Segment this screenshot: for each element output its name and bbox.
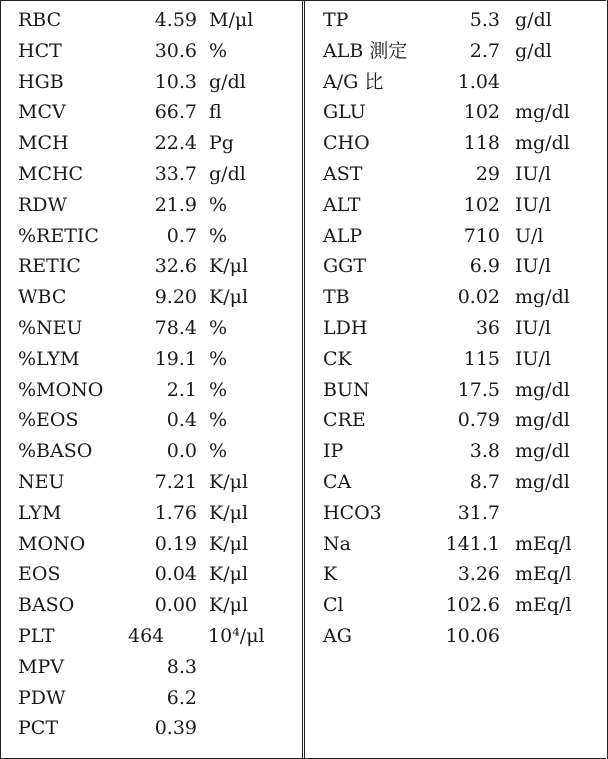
cell-value: 10.06 bbox=[445, 624, 500, 647]
table-row bbox=[305, 344, 607, 375]
cell-name: K bbox=[323, 563, 338, 586]
cell-name: WBC bbox=[18, 286, 67, 309]
cell-unit: % bbox=[209, 347, 228, 370]
cell-name: MCHC bbox=[18, 162, 84, 185]
cell-value: 115 bbox=[463, 347, 500, 370]
cell-name: HGB bbox=[18, 70, 64, 93]
table-row bbox=[0, 313, 302, 344]
cell-unit: g/dl bbox=[515, 9, 552, 31]
cell-unit: mg/dl bbox=[515, 440, 570, 463]
cell-unit: IU/l bbox=[515, 162, 551, 185]
cell-value: 0.00 bbox=[154, 594, 197, 617]
cell-unit: fl bbox=[209, 101, 222, 124]
cell-value: 3.26 bbox=[457, 563, 500, 586]
table-row bbox=[305, 313, 607, 344]
table-row bbox=[0, 159, 302, 190]
cell-name: BASO bbox=[18, 594, 75, 617]
cell-value: 710 bbox=[463, 224, 500, 247]
cell-name: %RETIC bbox=[18, 224, 99, 247]
cell-name: CRE bbox=[323, 409, 366, 432]
cell-unit: mg/dl bbox=[515, 286, 570, 309]
table-row bbox=[0, 128, 302, 159]
table-row bbox=[305, 498, 607, 529]
cell-value: 0.02 bbox=[457, 286, 500, 309]
cell-value: 33.7 bbox=[154, 162, 197, 185]
cell-value: 17.5 bbox=[457, 378, 500, 401]
cell-name: PLT bbox=[18, 624, 55, 647]
table-row bbox=[0, 375, 302, 406]
cell-unit: mg/dl bbox=[515, 409, 570, 432]
table-row bbox=[0, 467, 302, 498]
table-row bbox=[305, 590, 607, 621]
hematology-column bbox=[0, 5, 302, 744]
table-row bbox=[305, 559, 607, 590]
cell-name: %BASO bbox=[18, 440, 93, 463]
table-row bbox=[305, 5, 607, 36]
cell-name: TP bbox=[323, 9, 349, 31]
cell-unit: IU/l bbox=[515, 255, 551, 278]
table-row bbox=[305, 375, 607, 406]
table-row bbox=[0, 221, 302, 252]
cell-unit: % bbox=[209, 409, 228, 432]
cell-unit: K/μl bbox=[209, 563, 249, 586]
table-row bbox=[0, 251, 302, 282]
cell-name: LDH bbox=[323, 316, 368, 339]
table-row bbox=[305, 128, 607, 159]
cell-unit: % bbox=[209, 39, 228, 62]
cell-unit: mEq/l bbox=[515, 563, 572, 586]
cell-unit: g/dl bbox=[515, 39, 552, 62]
cell-name: HCT bbox=[18, 39, 62, 62]
cell-name: %EOS bbox=[18, 409, 79, 432]
cell-unit: % bbox=[209, 193, 228, 216]
cell-name: RDW bbox=[18, 193, 68, 216]
table-row bbox=[305, 190, 607, 221]
cell-value: 32.6 bbox=[154, 255, 197, 278]
table-row bbox=[0, 621, 302, 652]
table-row bbox=[305, 436, 607, 467]
cell-value: 102 bbox=[463, 101, 500, 124]
cell-name: ALB 測定 bbox=[323, 39, 408, 62]
cell-name: LYM bbox=[18, 501, 62, 524]
cell-unit: % bbox=[209, 378, 228, 401]
cell-name: ALT bbox=[323, 193, 361, 216]
table-row bbox=[0, 67, 302, 98]
cell-name: GGT bbox=[323, 255, 367, 278]
cell-unit: K/μl bbox=[209, 255, 249, 278]
table-row bbox=[0, 713, 302, 744]
cell-name: GLU bbox=[323, 101, 366, 124]
cell-unit: IU/l bbox=[515, 193, 551, 216]
cell-unit: % bbox=[209, 224, 228, 247]
cell-name: IP bbox=[323, 440, 344, 463]
cell-value: 0.79 bbox=[457, 409, 500, 432]
table-row bbox=[0, 652, 302, 683]
cell-unit: % bbox=[209, 316, 228, 339]
cell-value: 7.21 bbox=[154, 470, 197, 493]
table-row bbox=[305, 36, 607, 67]
table-row bbox=[305, 467, 607, 498]
cell-name: PDW bbox=[18, 686, 66, 709]
cell-unit: g/dl bbox=[209, 70, 246, 93]
cell-value: 118 bbox=[463, 132, 500, 155]
cell-value: 6.9 bbox=[469, 255, 500, 278]
cell-value: 4.59 bbox=[154, 9, 197, 31]
cell-unit: K/μl bbox=[209, 532, 249, 555]
cell-name: %LYM bbox=[18, 347, 80, 370]
cell-value: 0.19 bbox=[154, 532, 197, 555]
cell-name: Cl bbox=[323, 594, 344, 617]
cell-unit: K/μl bbox=[209, 470, 249, 493]
cell-unit: M/μl bbox=[209, 9, 254, 31]
cell-unit: K/μl bbox=[209, 501, 249, 524]
cell-unit: K/μl bbox=[209, 594, 249, 617]
cell-value: 0.0 bbox=[166, 440, 197, 463]
cell-name: Na bbox=[323, 532, 351, 555]
table-row bbox=[0, 529, 302, 560]
cell-unit: mg/dl bbox=[515, 378, 570, 401]
cell-unit: Pg bbox=[209, 132, 234, 155]
cell-unit: g/dl bbox=[209, 162, 246, 185]
cell-name: RETIC bbox=[18, 255, 81, 278]
cell-name: %MONO bbox=[18, 378, 104, 401]
column-divider bbox=[302, 0, 303, 759]
table-row bbox=[305, 67, 607, 98]
table-row bbox=[0, 97, 302, 128]
cell-unit: U/l bbox=[515, 224, 544, 247]
cell-name: CHO bbox=[323, 132, 370, 155]
table-row bbox=[305, 529, 607, 560]
cell-value: 8.3 bbox=[166, 655, 197, 678]
table-row bbox=[0, 36, 302, 67]
cell-value: 8.7 bbox=[469, 470, 500, 493]
cell-unit: mg/dl bbox=[515, 470, 570, 493]
cell-value: 66.7 bbox=[154, 101, 197, 124]
cell-value: 0.39 bbox=[154, 717, 197, 740]
cell-unit: IU/l bbox=[515, 347, 551, 370]
cell-value: 141.1 bbox=[445, 532, 500, 555]
table-row bbox=[305, 221, 607, 252]
cell-value: 21.9 bbox=[154, 193, 197, 216]
cell-value: 31.7 bbox=[457, 501, 500, 524]
cell-name: PCT bbox=[18, 717, 58, 740]
table-row bbox=[0, 344, 302, 375]
cell-value: 0.4 bbox=[166, 409, 197, 432]
cell-unit: K/μl bbox=[209, 286, 249, 309]
table-row bbox=[0, 436, 302, 467]
cell-unit: 10⁴/μl bbox=[208, 624, 265, 647]
cell-value: 1.04 bbox=[457, 70, 500, 93]
cell-name: A/G 比 bbox=[323, 70, 384, 93]
cell-unit: IU/l bbox=[515, 316, 551, 339]
cell-name: MONO bbox=[18, 532, 86, 555]
cell-value: 36 bbox=[475, 316, 500, 339]
cell-name: AST bbox=[323, 162, 363, 185]
cell-name: RBC bbox=[18, 9, 62, 31]
cell-value: 102 bbox=[463, 193, 500, 216]
cell-value: 19.1 bbox=[154, 347, 197, 370]
cell-unit: mg/dl bbox=[515, 101, 570, 124]
cell-unit: % bbox=[209, 440, 228, 463]
cell-name: EOS bbox=[18, 563, 61, 586]
cell-value: 2.7 bbox=[469, 39, 500, 62]
cell-value: 1.76 bbox=[154, 501, 197, 524]
cell-unit: mg/dl bbox=[515, 132, 570, 155]
table-row bbox=[305, 97, 607, 128]
cell-value: 78.4 bbox=[154, 316, 197, 339]
table-row bbox=[0, 683, 302, 714]
cell-value: 6.2 bbox=[166, 686, 197, 709]
cell-name: TB bbox=[323, 286, 350, 309]
table-row bbox=[0, 498, 302, 529]
cell-name: NEU bbox=[18, 470, 65, 493]
chemistry-column bbox=[305, 5, 607, 652]
table-row bbox=[0, 405, 302, 436]
cell-name: MCV bbox=[18, 101, 66, 124]
cell-name: HCO3 bbox=[323, 501, 382, 524]
cell-value: 10.3 bbox=[154, 70, 197, 93]
table-row bbox=[0, 590, 302, 621]
table-row bbox=[305, 621, 607, 652]
table-row bbox=[305, 282, 607, 313]
cell-value: 30.6 bbox=[154, 39, 197, 62]
cell-value: 22.4 bbox=[154, 132, 197, 155]
cell-value: 5.3 bbox=[469, 9, 500, 31]
cell-unit: mEq/l bbox=[515, 594, 572, 617]
cell-name: %NEU bbox=[18, 316, 83, 339]
cell-value: 464 bbox=[128, 624, 165, 647]
cell-value: 0.7 bbox=[166, 224, 197, 247]
cell-value: 102.6 bbox=[445, 594, 500, 617]
cell-name: AG bbox=[323, 624, 352, 647]
cell-name: CA bbox=[323, 470, 352, 493]
table-row bbox=[0, 5, 302, 36]
cell-name: ALP bbox=[323, 224, 363, 247]
cell-unit: mEq/l bbox=[515, 532, 572, 555]
cell-name: CK bbox=[323, 347, 352, 370]
cell-name: BUN bbox=[323, 378, 370, 401]
table-row bbox=[305, 405, 607, 436]
cell-value: 3.8 bbox=[469, 440, 500, 463]
cell-value: 0.04 bbox=[154, 563, 197, 586]
cell-value: 9.20 bbox=[154, 286, 197, 309]
cell-value: 2.1 bbox=[166, 378, 197, 401]
cell-name: MCH bbox=[18, 132, 69, 155]
table-row bbox=[0, 559, 302, 590]
table-row bbox=[0, 282, 302, 313]
table-row bbox=[305, 251, 607, 282]
cell-name: MPV bbox=[18, 655, 64, 678]
table-row bbox=[305, 159, 607, 190]
table-row bbox=[0, 190, 302, 221]
cell-value: 29 bbox=[475, 162, 500, 185]
